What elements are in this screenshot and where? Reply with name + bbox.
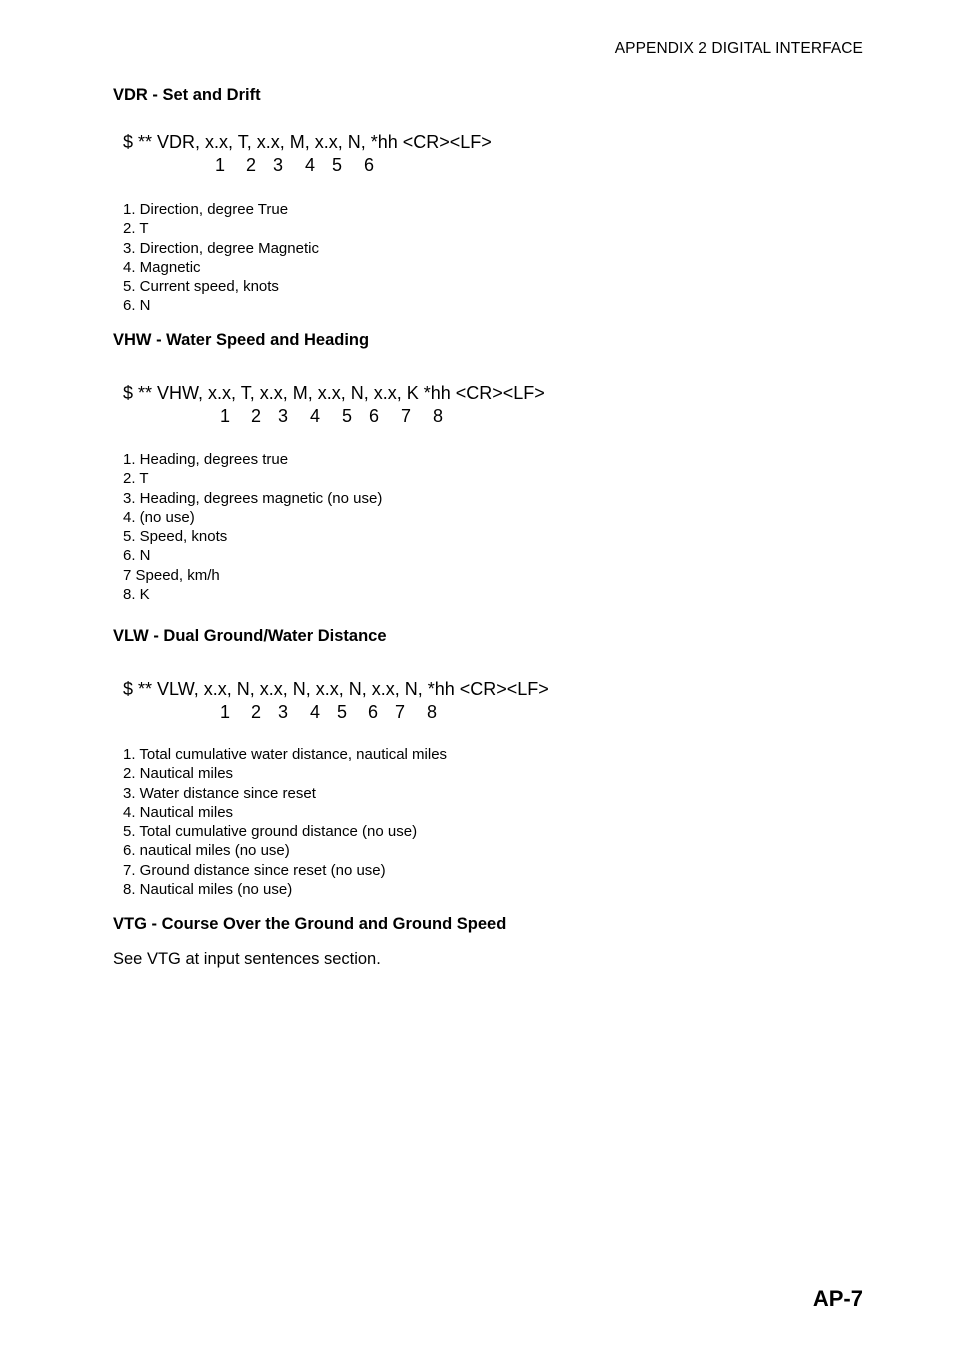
list-item: 6. N — [123, 547, 151, 565]
list-item: 5. Speed, knots — [123, 528, 228, 546]
list-item: 8. Nautical miles (no use) — [123, 881, 293, 899]
sentence-format-vhw: $ ** VHW, x.x, T, x.x, M, x.x, N, x.x, K *hh <CR><LF> — [123, 383, 545, 403]
field-number: 3 — [273, 155, 284, 175]
field-number: 6 — [369, 406, 380, 426]
field-number: 3 — [278, 702, 289, 722]
list-item: 1. Total cumulative water distance, nautical miles — [123, 746, 448, 763]
section-heading-vhw: VHW - Water Speed and Heading — [113, 331, 370, 349]
list-item: 4. Magnetic — [123, 258, 201, 276]
list-item: 7 Speed, km/h — [123, 566, 220, 584]
list-item: 7. Ground distance since reset (no use) — [123, 861, 386, 879]
field-number: 7 — [401, 406, 412, 426]
list-item: 3. Water distance since reset — [123, 784, 316, 802]
field-number: 1 — [215, 155, 226, 175]
list-item: 4. (no use) — [123, 508, 195, 526]
field-number: 4 — [305, 155, 316, 175]
field-number: 5 — [342, 406, 353, 426]
list-item: 4. Nautical miles — [123, 803, 234, 821]
field-number: 2 — [251, 406, 262, 426]
field-number: 4 — [310, 702, 321, 722]
field-number: 1 — [220, 702, 231, 722]
section-heading-vdr: VDR - Set and Drift — [113, 86, 261, 104]
list-item: 2. T — [123, 470, 149, 488]
list-item: 5. Current speed, knots — [123, 278, 279, 296]
field-number: 4 — [310, 406, 321, 426]
field-number: 2 — [246, 155, 257, 175]
section-heading-vtg: VTG - Course Over the Ground and Ground Speed — [113, 915, 507, 933]
field-number: 5 — [332, 155, 343, 175]
sentence-format-vdr: $ ** VDR, x.x, T, x.x, M, x.x, N, *hh <CR><LF> — [123, 132, 492, 152]
list-item: 1. Direction, degree True — [123, 201, 289, 218]
field-number: 6 — [364, 155, 375, 175]
field-number: 5 — [337, 702, 348, 722]
list-item: 8. K — [123, 586, 150, 604]
field-number: 2 — [251, 702, 262, 722]
field-number: 1 — [220, 406, 231, 426]
list-item: 6. N — [123, 297, 151, 315]
field-number: 8 — [433, 406, 444, 426]
page-number: AP-7 — [812, 1286, 863, 1311]
list-item: 3. Heading, degrees magnetic (no use) — [123, 489, 383, 507]
field-number: 8 — [427, 702, 438, 722]
list-item: 3. Direction, degree Magnetic — [123, 239, 319, 257]
section-heading-vlw: VLW - Dual Ground/Water Distance — [113, 627, 387, 645]
field-number: 6 — [368, 702, 379, 722]
field-list-vlw — [123, 745, 447, 899]
page-header: APPENDIX 2 DIGITAL INTERFACE — [614, 40, 863, 57]
field-number: 3 — [278, 406, 289, 426]
field-list-vdr — [123, 200, 319, 316]
list-item: 6. nautical miles (no use) — [123, 842, 290, 860]
field-number: 7 — [395, 702, 406, 722]
list-item: 5. Total cumulative ground distance (no use) — [123, 823, 418, 841]
list-item: 1. Heading, degrees true — [123, 451, 289, 468]
list-item: 2. Nautical miles — [123, 765, 234, 783]
sentence-format-vlw: $ ** VLW, x.x, N, x.x, N, x.x, N, x.x, N, *hh <CR><LF> — [123, 679, 549, 699]
field-list-vhw — [123, 450, 382, 604]
section-text-vtg: See VTG at input sentences section. — [113, 950, 381, 968]
list-item: 2. T — [123, 220, 149, 238]
